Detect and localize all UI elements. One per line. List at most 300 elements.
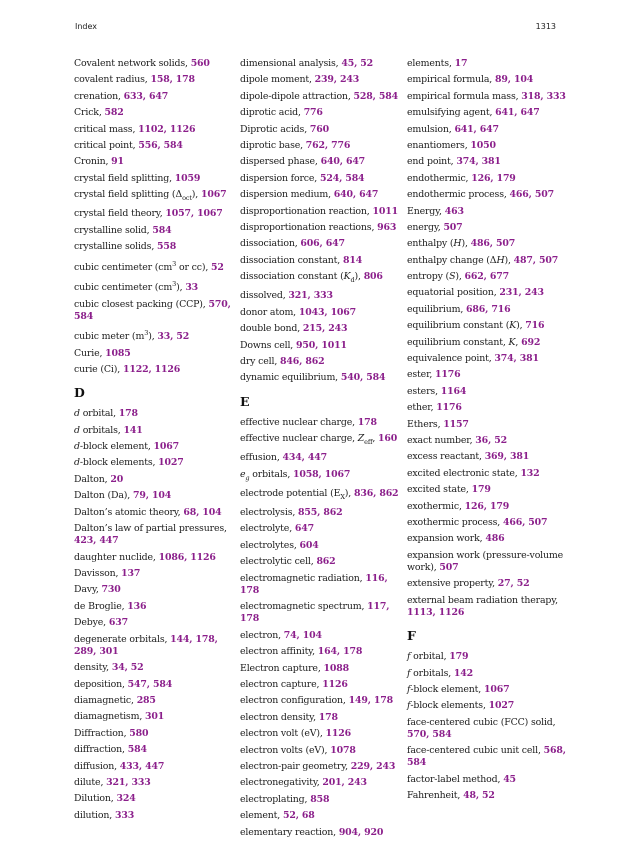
index-entry [240, 323, 400, 335]
index-entry [74, 679, 234, 691]
entry-term: expansion work (pressure-volume work), [407, 549, 564, 573]
entry-term: disproportionation reaction, [240, 205, 373, 217]
page-reference-link[interactable]: 524, 584 [319, 172, 365, 184]
entry-term: enthalpy change (ΔH), [407, 254, 514, 266]
entry-term: crystal field theory, [74, 208, 166, 220]
page-reference-link[interactable]: 178 [357, 416, 377, 428]
page-reference-link[interactable]: 137 [121, 568, 141, 580]
index-entry [407, 320, 567, 332]
index-entry [407, 255, 567, 267]
entry-term: Covalent network solids, [74, 58, 191, 69]
entry-term: double bond, [240, 323, 303, 335]
page-reference-link[interactable]: 149, 178 [348, 695, 394, 707]
page-reference-link[interactable]: 158, 178 [150, 74, 195, 86]
entry-term: electromagnetic radiation, [240, 572, 366, 584]
entry-term: empirical formula mass, [407, 90, 522, 102]
index-entry [240, 777, 400, 789]
page-reference-link[interactable]: 641, 647 [495, 107, 540, 119]
entry-term: crenation, [74, 90, 124, 102]
page-reference-link[interactable]: 33, 52 [157, 331, 190, 343]
index-entry [240, 206, 400, 218]
page-reference-link[interactable]: 716 [525, 320, 545, 332]
page-reference-link[interactable]: 1157 [443, 418, 469, 430]
entry-term: electron-pair geometry, [240, 760, 351, 772]
page-reference-link[interactable]: 507 [443, 221, 463, 233]
index-entry [240, 507, 400, 519]
index-entry [407, 501, 567, 513]
page-reference-link[interactable]: 1067 [153, 441, 179, 453]
page-reference-link[interactable]: 730 [101, 584, 121, 596]
entry-term: dynamic equilibrium, [240, 372, 341, 384]
entry-term: Dilution, [74, 793, 117, 805]
index-entry [240, 271, 400, 286]
entry-term: Debye, [74, 617, 109, 629]
page-reference-link[interactable]: 640, 647 [333, 189, 379, 201]
index-entry [240, 695, 400, 707]
page-reference-link[interactable]: 692 [521, 336, 541, 348]
page-reference-link[interactable]: 285 [136, 694, 156, 706]
page-reference-link[interactable]: 201, 243 [322, 777, 367, 789]
index-entry [240, 794, 400, 806]
page-reference-link[interactable]: 776 [303, 107, 323, 119]
page-reference-link[interactable]: 1043, 1067 [298, 306, 357, 318]
index-entry [74, 299, 234, 323]
page-reference-link[interactable]: 637 [108, 617, 128, 629]
index-entry [74, 208, 234, 220]
entry-term: diprotic base, [240, 139, 306, 151]
page-reference-link[interactable]: 178 [118, 408, 138, 420]
page-reference-link[interactable]: 423, 447 [74, 535, 119, 547]
entry-term: Dalton’s atomic theory, [74, 506, 184, 518]
index-entry [407, 595, 567, 619]
page-reference-link[interactable]: 164, 178 [317, 646, 363, 658]
page-reference-link[interactable]: 1058, 1067 [293, 468, 351, 480]
index-entry [240, 107, 400, 119]
page-reference-link[interactable]: 1113, 1126 [407, 606, 465, 618]
index-entry [240, 556, 400, 568]
page-reference-link[interactable]: 760 [309, 123, 329, 135]
page-reference-link[interactable]: 584 [152, 224, 172, 236]
index-entry [407, 684, 567, 696]
entry-term: electron volt (eV), [240, 728, 326, 740]
page-reference-link[interactable]: 686, 716 [466, 303, 511, 315]
index-entry [240, 452, 400, 464]
entry-term: exothermic, [407, 500, 465, 512]
page-reference-link[interactable]: 1067 [483, 683, 510, 695]
page-reference-link[interactable]: 580 [129, 727, 149, 739]
index-entry [240, 827, 400, 839]
page-reference-link[interactable]: 846, 862 [280, 355, 325, 367]
page-reference-link[interactable]: 160 [378, 432, 398, 444]
entry-term: equivalence point, [407, 353, 495, 365]
page-reference-link[interactable]: 239, 243 [314, 74, 360, 86]
page-reference-link[interactable]: 126, 179 [464, 500, 510, 512]
index-entry [407, 222, 567, 234]
section-letter-d: D [74, 385, 85, 401]
index-entry [74, 662, 234, 674]
entry-term: Dalton’s law of partial pressures, [74, 523, 227, 535]
entry-term: esters, [407, 385, 441, 397]
index-entry [240, 156, 400, 168]
entry-term: electrolysis, [240, 507, 299, 519]
page-reference-link[interactable]: 179 [449, 651, 469, 663]
entry-term: empirical formula, [407, 74, 495, 86]
page-reference-link[interactable]: 141 [123, 424, 143, 436]
page-reference-link[interactable]: 48, 52 [463, 790, 495, 802]
entry-term: endothermic process, [407, 189, 510, 201]
entry-term: f-block elements, [407, 700, 489, 712]
index-entry [240, 712, 400, 724]
section-letter-f: F [407, 628, 416, 644]
index-entry [240, 630, 400, 642]
page-reference-link[interactable]: 1078 [330, 744, 356, 756]
entry-term: electromagnetic spectrum, [240, 601, 368, 613]
index-entry [240, 124, 400, 136]
entry-term: elementary reaction, [240, 826, 339, 838]
page-reference-link[interactable]: 641, 647 [454, 123, 499, 135]
page-reference-link[interactable]: 52 [211, 261, 224, 273]
page-reference-link[interactable]: 91 [111, 156, 124, 168]
entry-term: equilibrium, [407, 303, 467, 315]
page-reference-link[interactable]: 136 [127, 600, 147, 612]
entry-term: cubic centimeter $(cm^3)$, [74, 280, 186, 294]
entry-term: electron configuration, [240, 695, 349, 707]
page-reference-link[interactable]: 89, 104 [494, 74, 534, 86]
index-entry [74, 793, 234, 805]
index-entry [407, 402, 567, 414]
entry-term: face-centered cubic unit cell, [407, 745, 544, 757]
entry-term: dissociation constant, [240, 254, 343, 266]
index-entry [74, 810, 234, 822]
page-reference-link[interactable]: 486, 507 [470, 238, 516, 250]
entry-term: face-centered cubic (FCC) solid, [407, 716, 556, 728]
entry-term: electronegativity, [240, 777, 323, 789]
page-reference-link[interactable]: 68, 104 [183, 506, 222, 518]
index-entry [74, 744, 234, 756]
entry-term: enantiomers, [407, 139, 471, 151]
page-reference-link[interactable]: 231, 243 [499, 287, 544, 299]
index-entry [74, 189, 234, 204]
entry-term: Ethers, [407, 418, 444, 430]
page-reference-link[interactable]: 142 [453, 667, 474, 679]
page-reference-link[interactable]: 1088 [323, 662, 349, 674]
page-reference-link[interactable]: 582 [104, 107, 124, 119]
page-reference-link[interactable]: 1126 [325, 728, 352, 740]
page-reference-link[interactable]: 321, 333 [288, 290, 333, 302]
index-entry [240, 728, 400, 740]
entry-term: f orbital, [407, 651, 450, 663]
entry-term: cubic centimeter ($cm^3$ or cc), [74, 259, 211, 273]
entry-term: effective nuclear charge, [240, 416, 358, 428]
index-entry [74, 761, 234, 773]
page-reference-link[interactable]: 117, 178 [240, 601, 390, 625]
index-entry [74, 58, 234, 70]
entry-term: diffraction, [74, 744, 128, 756]
entry-term: dispersed phase, [240, 156, 321, 168]
entry-term: dimensional analysis, [240, 58, 342, 69]
page-reference-link[interactable]: 45, 52 [341, 58, 374, 69]
entry-term: energy, [407, 221, 444, 233]
index-entry [407, 550, 567, 574]
entry-term: equatorial position, [407, 287, 500, 299]
page-reference-link[interactable]: 547, 584 [127, 678, 173, 690]
entry-term: Downs cell, [240, 339, 296, 351]
page-reference-link[interactable]: 45 [503, 773, 516, 785]
page-reference-link[interactable]: 79, 104 [132, 490, 172, 502]
page-reference-link[interactable]: 836, 862 [353, 487, 399, 499]
entry-term: covalent radius, [74, 74, 151, 86]
page-reference-link[interactable]: 433, 447 [119, 760, 165, 772]
index-entry [407, 337, 567, 349]
entry-term: diamagnetic, [74, 694, 137, 706]
page-reference-link[interactable]: 1011 [372, 205, 398, 217]
page-reference-link[interactable]: 374, 381 [456, 156, 501, 168]
entry-term: excited electronic state, [407, 467, 521, 479]
entry-term: d orbitals, [74, 424, 124, 436]
page-reference-link[interactable]: 762, 776 [305, 139, 351, 151]
entry-term: diffusion, [74, 760, 120, 772]
index-entry [407, 287, 567, 299]
entry-term: electroplating, [240, 793, 311, 805]
entry-term: crystal field splitting, [74, 172, 175, 184]
page-reference-link[interactable]: 126, 179 [471, 172, 516, 184]
page-reference-link[interactable]: 858 [310, 793, 330, 805]
entry-term: element, [240, 810, 283, 822]
page-reference-link[interactable]: 963 [377, 221, 397, 233]
page-reference-link[interactable]: 647 [294, 523, 314, 535]
index-entry [240, 523, 400, 535]
entry-term: diprotic acid, [240, 107, 304, 119]
index-entry [240, 573, 400, 597]
entry-term: exothermic process, [407, 516, 503, 528]
entry-term: d-block element, [74, 441, 154, 453]
index-entry [240, 540, 400, 552]
index-entry [74, 695, 234, 707]
page-reference-link[interactable]: 1126 [322, 679, 348, 690]
page-reference-link[interactable]: 52, 68 [282, 810, 315, 822]
entry-term: excess reactant, [407, 451, 485, 463]
entry-term: expansion work, [407, 533, 486, 545]
index-entry [407, 774, 567, 786]
entry-term: electrode potential $(E_X)$, [240, 487, 354, 501]
entry-term: Crick, [74, 107, 105, 119]
index-entry [407, 271, 567, 283]
index-entry [240, 679, 400, 691]
index-entry [407, 189, 567, 201]
entry-term: dissolved, [240, 290, 289, 302]
index-entry [407, 468, 567, 480]
page-reference-link[interactable]: 1164 [440, 385, 467, 397]
entry-term: electrolytes, [240, 539, 300, 551]
index-entry [74, 364, 234, 376]
page-reference-link[interactable]: 1027 [158, 457, 184, 469]
page-reference-link[interactable]: 1050 [470, 139, 496, 151]
index-entry [240, 356, 400, 368]
page-reference-link[interactable]: 369, 381 [484, 451, 530, 463]
page-reference-link[interactable]: 229, 243 [350, 760, 396, 772]
entry-term: f-block element, [407, 683, 484, 695]
page-reference-link[interactable]: 466, 507 [502, 516, 548, 528]
page-reference-link[interactable]: 540, 584 [340, 372, 386, 384]
index-entry [74, 457, 234, 469]
index-entry [74, 140, 234, 152]
page-reference-link[interactable]: 466, 507 [509, 189, 555, 201]
page-reference-link[interactable]: 321, 333 [106, 776, 151, 788]
page-reference-link[interactable]: 215, 243 [302, 323, 348, 335]
page-reference-link[interactable]: 1122, 1126 [122, 364, 181, 376]
page-reference-link[interactable]: 1086, 1126 [158, 551, 216, 563]
index-entry [240, 238, 400, 250]
page-reference-link[interactable]: 179 [471, 484, 491, 496]
index-entry [240, 189, 400, 201]
page-reference-link[interactable]: 855, 862 [298, 507, 343, 519]
index-entry [407, 484, 567, 496]
page-reference-link[interactable]: 904, 920 [338, 826, 384, 838]
entry-term: Dalton (Da), [74, 490, 133, 502]
index-entry [240, 810, 400, 822]
index-entry [407, 745, 567, 769]
index-entry [407, 419, 567, 431]
index-entry [407, 173, 567, 185]
page-reference-link[interactable]: 318, 333 [521, 90, 566, 102]
page-reference-link[interactable]: 640, 647 [320, 156, 366, 168]
entry-term: endothermic, [407, 172, 472, 184]
index-entry [407, 74, 567, 86]
entry-term: equilibrium constant, K, [407, 336, 522, 348]
page-reference-link[interactable]: 463 [444, 205, 464, 217]
entry-term: dipole moment, [240, 74, 315, 86]
index-entry [407, 238, 567, 250]
page-reference-link[interactable]: 486 [485, 533, 505, 545]
index-entry [74, 634, 234, 658]
entry-term: deposition, [74, 678, 128, 690]
entry-term: critical mass, [74, 123, 139, 135]
page-reference-link[interactable]: 434, 447 [282, 452, 327, 464]
index-entry [74, 173, 234, 185]
index-entry [240, 601, 400, 625]
page-reference-link[interactable]: 558 [156, 241, 177, 253]
page-reference-link[interactable]: 604 [299, 539, 319, 551]
index-entry [240, 140, 400, 152]
entry-term: elements, [407, 58, 455, 69]
page-reference-link[interactable]: 560 [190, 58, 210, 69]
page-reference-link[interactable]: 662, 677 [464, 271, 509, 283]
entry-term: Davy, [74, 584, 102, 596]
entry-term: electrolyte, [240, 523, 295, 535]
page-reference-link[interactable]: 1027 [488, 700, 515, 712]
page-reference-link[interactable]: 1067 [200, 189, 227, 201]
page-reference-link[interactable]: 27, 52 [497, 578, 530, 590]
index-entry [74, 601, 234, 613]
entry-term: donor atom, [240, 306, 299, 318]
entry-term: curie (Ci), [74, 364, 123, 376]
page-reference-link[interactable]: 144, 178, 289, 301 [74, 633, 218, 657]
index-entry [240, 290, 400, 302]
entry-term: d-block elements, [74, 457, 159, 469]
page-reference-link[interactable]: 584 [127, 744, 147, 756]
entry-term: dispersion medium, [240, 189, 334, 201]
index-entry [74, 584, 234, 596]
page-reference-link[interactable]: 487, 507 [513, 254, 559, 266]
index-entry [240, 255, 400, 267]
index-entry [407, 206, 567, 218]
entry-term: crystal field splitting $(\Delta_{oct})$, [74, 189, 201, 202]
page-reference-link[interactable]: 33 [185, 282, 199, 294]
page-reference-link[interactable]: 20 [110, 473, 124, 485]
page-reference-link[interactable]: 1059 [174, 172, 201, 184]
page-reference-link[interactable]: 528, 584 [353, 90, 398, 102]
page-reference-link[interactable]: 556, 584 [138, 139, 183, 151]
entry-term: daughter nuclide, [74, 551, 159, 563]
page-reference-link[interactable]: 1057, 1067 [165, 208, 223, 220]
page-reference-link[interactable]: 507 [439, 561, 459, 573]
entry-term: Diffraction, [74, 727, 130, 739]
index-entry [407, 435, 567, 447]
page-reference-link[interactable]: 862 [316, 556, 336, 568]
index-entry [407, 107, 567, 119]
index-entry [407, 717, 567, 741]
page-reference-link[interactable]: 17 [454, 58, 468, 69]
page-reference-link[interactable]: 333 [114, 809, 135, 821]
entry-term: electron capture, [240, 679, 323, 690]
page-reference-link[interactable]: 1176 [435, 369, 461, 381]
page-reference-link[interactable]: 633, 647 [123, 90, 169, 102]
page-reference-link[interactable]: 814 [342, 254, 363, 266]
page-reference-link[interactable]: 374, 381 [494, 353, 539, 365]
entry-term: diamagnetism, [74, 711, 145, 723]
page-reference-link[interactable]: 132 [520, 467, 540, 479]
index-entry [240, 469, 400, 484]
page-reference-link[interactable]: 606, 647 [300, 238, 345, 250]
index-entry [407, 651, 567, 663]
page-number: 1313 [535, 22, 556, 31]
entry-term: dissociation constant $(K_d)$, [240, 271, 364, 284]
index-entry [74, 348, 234, 360]
page-reference-link[interactable]: 950, 1011 [295, 339, 347, 351]
page-reference-link[interactable]: 116, 178 [240, 572, 388, 596]
page-reference-link[interactable]: 178 [318, 711, 338, 723]
page-reference-link[interactable]: 1176 [436, 402, 462, 414]
index-entry [74, 258, 234, 274]
page-reference-link[interactable]: 301 [144, 711, 165, 723]
page-reference-link[interactable]: 36, 52 [475, 434, 507, 446]
entry-term: de Broglie, [74, 600, 128, 612]
page-reference-link[interactable]: 806 [363, 271, 383, 283]
entry-term: equilibrium constant (K), [407, 320, 526, 332]
running-header-title: Index [75, 22, 98, 31]
page-reference-link[interactable]: 324 [116, 793, 136, 805]
entry-term: electrolytic cell, [240, 556, 317, 568]
index-column-3 [407, 58, 567, 807]
page-reference-link[interactable]: 1085 [105, 347, 131, 359]
entry-term: crystalline solid, [74, 224, 153, 236]
index-entry [74, 523, 234, 547]
entry-term: end point, [407, 156, 457, 168]
page-reference-link[interactable]: 34, 52 [111, 662, 144, 674]
page-reference-link[interactable]: 74, 104 [283, 629, 322, 641]
entry-term: dipole-dipole attraction, [240, 90, 354, 102]
page-reference-link[interactable]: 570, 584 [74, 298, 231, 322]
entry-term: emulsifying agent, [407, 107, 496, 119]
page-reference-link[interactable]: 570, 584 [407, 728, 452, 740]
index-entry [240, 745, 400, 757]
index-entry [74, 408, 234, 420]
index-entry [74, 507, 234, 519]
page-reference-link[interactable]: 568, 584 [407, 745, 566, 769]
entry-term: effective nuclear charge, $Z_{eff}$, [240, 432, 379, 446]
page-reference-link[interactable]: 1102, 1126 [138, 123, 196, 135]
index-entry [74, 490, 234, 502]
